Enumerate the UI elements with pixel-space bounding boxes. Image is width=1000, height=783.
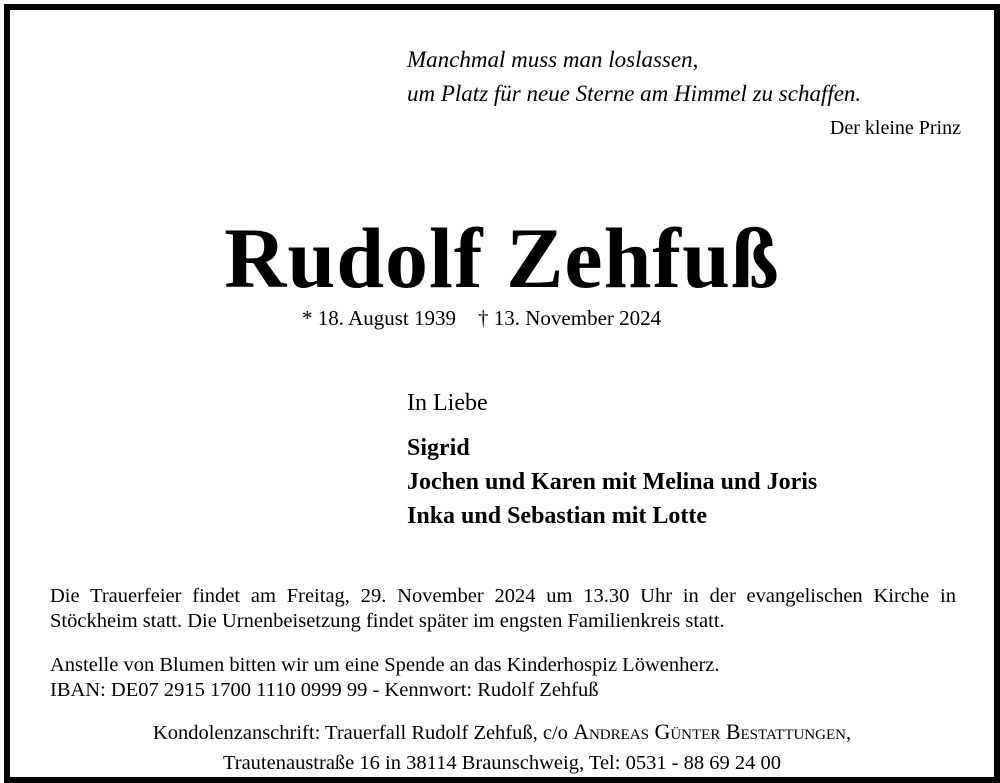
quote-line-1: Manchmal muss man loslassen,: [407, 47, 699, 72]
quote-line-2: um Platz für neue Sterne am Himmel zu schaffen.: [407, 81, 862, 106]
life-dates: [302, 306, 661, 331]
condolence-prefix: Kondolenzanschrift: Trauerfall Rudolf Zehfuß, c/o: [152, 722, 574, 744]
donation-info: [50, 653, 956, 703]
birth-date: * 18. August 1939: [302, 306, 457, 330]
death-date: † 13. November 2024: [478, 306, 662, 330]
donation-iban: IBAN: DE07 2915 1700 1110 0999 99 - Kennwort: Rudolf Zehfuß: [50, 679, 599, 701]
mourner-name: Jochen und Karen mit Melina und Joris: [407, 469, 818, 495]
obituary-notice: [4, 4, 1000, 783]
condolence-address: [10, 717, 994, 778]
mourners-list: [407, 431, 817, 533]
quote-author: Der kleine Prinz: [829, 117, 961, 139]
mourner-name: Sigrid: [407, 435, 470, 461]
condolence-line-1: [10, 717, 994, 748]
funeral-home-name: Andreas Günter Bestattungen: [573, 719, 846, 744]
family-intro: In Liebe: [407, 390, 488, 416]
deceased-name: Rudolf Zehfuß: [224, 210, 780, 306]
condolence-suffix: ,: [845, 722, 852, 744]
donation-request: Anstelle von Blumen bitten wir um eine Spende an das Kinderhospiz Löwenherz.: [50, 654, 720, 676]
ceremony-text: Die Trauerfeier findet am Freitag, 29. November 2024 um 13.30 Uhr in der evangelischen Kirche in Stöckheim statt. Die Urnenbeisetzung findet später im engsten Familienkreis statt.: [50, 585, 956, 632]
mourner-name: Inka und Sebastian mit Lotte: [407, 503, 708, 529]
condolence-street: Trautenaustraße 16 in 38114 Braunschweig, Tel: 0531 - 88 69 24 00: [222, 752, 782, 774]
